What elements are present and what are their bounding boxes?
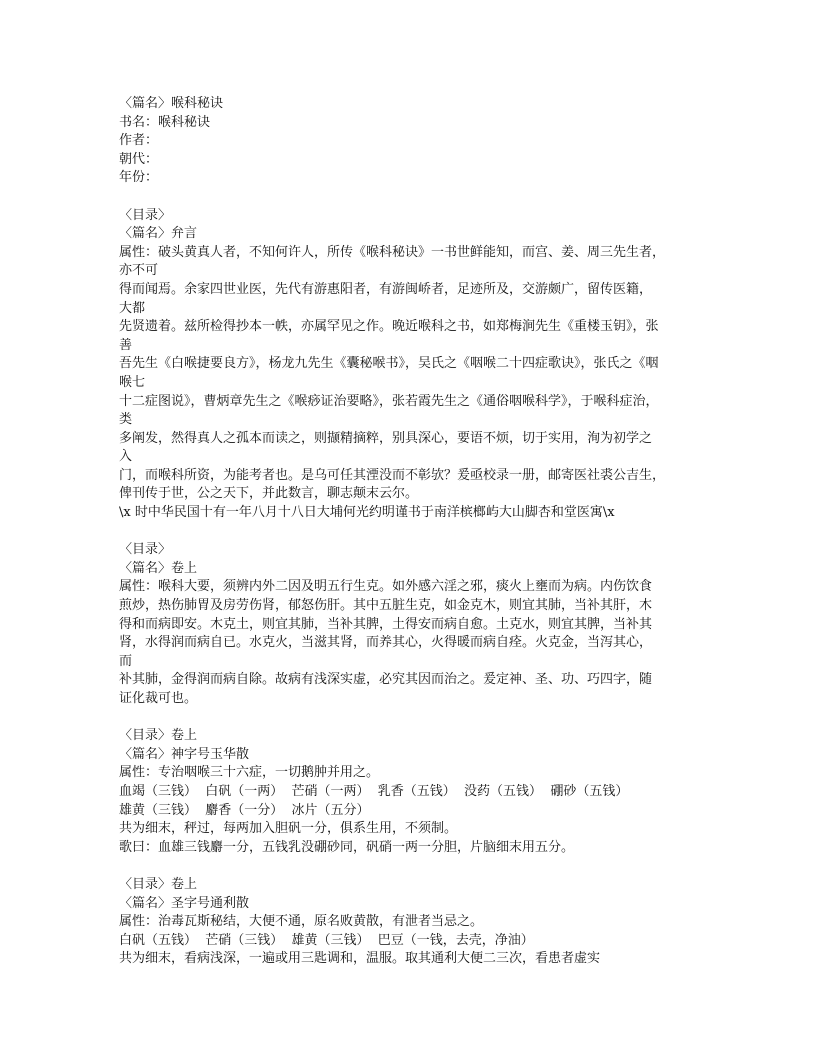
ingredients-line: 血竭（三钱） 白矾（一两） 芒硝（一两） 乳香（五钱） 没药（五钱） 硼砂（五钱） bbox=[119, 783, 629, 799]
toc-marker: 〈目录〉 bbox=[119, 542, 172, 558]
spacer bbox=[119, 523, 699, 542]
text-line: 煎炒，热伤肺胃及房劳伤肾，郁怒伤肝。其中五脏生克，如金克木，则宜其肺，当补其肝，木 bbox=[119, 598, 653, 614]
header-title: 〈篇名〉喉科秘诀 bbox=[119, 96, 224, 111]
text-line: 喉七 bbox=[119, 374, 146, 390]
text-line: 肾，水得润而病自已。水克火，当滋其肾，而养其心，火得暖而病自痊。火克金，当泻其心， bbox=[119, 635, 653, 651]
text-line: 而 bbox=[119, 653, 133, 669]
text-line: 属性：治毒瓦斯秘结，大便不通，原名败黄散，有泄者当忌之。 bbox=[119, 914, 484, 930]
text-line: 入 bbox=[119, 449, 133, 465]
text-line: 补其肺，金得润而病自除。故病有浅深实虚，必究其因而治之。爰定神、圣、功、巧四字，随 bbox=[119, 672, 653, 688]
spacer bbox=[119, 709, 699, 728]
text-line: 多阐发，然得真人之孤本而读之，则撷精摘粹，别具深心，要语不烦，切于实用，洵为初学之 bbox=[119, 430, 653, 446]
text-line: 吾先生《白喉捷要良方》，杨龙九先生《囊秘喉书》，吴氏之《咽喉二十四症歌诀》，张氏之《咽 bbox=[119, 356, 659, 372]
text-line: 先贤遗着。兹所检得抄本一帙，亦属罕见之作。晚近喉科之书，如郑梅涧先生《重楼玉钥》，张 bbox=[119, 319, 659, 335]
text-line: 共为细末，秤过，每两加入胆矾一分，俱系生用，不须制。 bbox=[119, 821, 458, 837]
text-line: 俾刊传于世，公之天下，并此数言，聊志颠末云尔。 bbox=[119, 486, 419, 502]
text-line: 亦不可 bbox=[119, 263, 159, 279]
book-name: 书名：喉科秘诀 bbox=[119, 114, 211, 130]
author: 作者： bbox=[119, 133, 159, 149]
text-line: 十二症图说》，曹炳章先生之《喉痧证治要略》，张若霞先生之《通俗咽喉科学》，于喉科症治， bbox=[119, 393, 659, 409]
verse-line: 歌曰：血雄三钱麝一分，五钱乳没硼砂同，矾硝一两一分胆，片脑细末用五分。 bbox=[119, 839, 575, 855]
section-title: 〈篇名〉弁言 bbox=[119, 226, 198, 242]
text-line: 属性：喉科大要，须辨内外二因及明五行生克。如外感六淫之邪，痰火上壅而为病。内伤饮食 bbox=[119, 579, 653, 595]
toc-marker: 〈目录〉卷上 bbox=[119, 876, 198, 892]
section-title: 〈篇名〉卷上 bbox=[119, 560, 198, 576]
dynasty: 朝代： bbox=[119, 151, 159, 167]
text-line: 类 bbox=[119, 412, 133, 428]
text-line: 门，而喉科所资，为能考者也。是乌可任其湮没而不彰欤？爰亟校录一册，邮寄医社裘公吉生， bbox=[119, 467, 666, 483]
section-title: 〈篇名〉神字号玉华散 bbox=[119, 746, 250, 762]
text-line: 大都 bbox=[119, 300, 146, 316]
ingredients-line: 白矾（五钱） 芒硝（三钱） 雄黄（三钱） 巴豆（一钱，去壳，净油） bbox=[119, 932, 534, 948]
text-line: 得而闻焉。余家四世业医，先代有游惠阳者，有游闽峤者，足迹所及，交游颇广，留传医籍， bbox=[119, 281, 653, 297]
text-line: 得和而病即安。木克土，则宜其肺，当补其脾，土得安而病自愈。土克水，则宜其脾，当补其 bbox=[119, 616, 653, 632]
toc-marker: 〈目录〉卷上 bbox=[119, 728, 198, 744]
ingredients-line: 雄黄（三钱） 麝香（一分） 冰片（五分） bbox=[119, 802, 370, 818]
text-line: 善 bbox=[119, 337, 133, 353]
section-yuhua-powder bbox=[119, 727, 699, 857]
text-line: 属性：专治咽喉三十六症，一切鹅肿并用之。 bbox=[119, 765, 380, 781]
section-title: 〈篇名〉圣字号通利散 bbox=[119, 895, 250, 911]
text-line: 共为细末，看病浅深，一遍或用三匙调和，温服。取其通利大便二三次，看患者虚实 bbox=[119, 951, 601, 967]
toc-marker: 〈目录〉 bbox=[119, 207, 172, 223]
spacer bbox=[119, 857, 699, 876]
section-preface bbox=[119, 207, 699, 523]
section-volume-upper bbox=[119, 541, 699, 708]
text-line: 证化裁可也。 bbox=[119, 691, 198, 706]
header-block bbox=[119, 95, 699, 188]
signature-line: \x 时中华民国十有一年八月十八日大埔何光约明谨书于南洋槟榔屿大山脚杏和堂医寓\x bbox=[119, 505, 615, 521]
spacer bbox=[119, 188, 699, 207]
document-page bbox=[119, 95, 699, 969]
text-line: 属性：破头黄真人者，不知何许人，所传《喉科秘诀》一书世鲜能知，而宫、姜、周三先生者， bbox=[119, 244, 666, 260]
section-tongli-powder bbox=[119, 876, 699, 969]
year: 年份： bbox=[119, 170, 159, 186]
